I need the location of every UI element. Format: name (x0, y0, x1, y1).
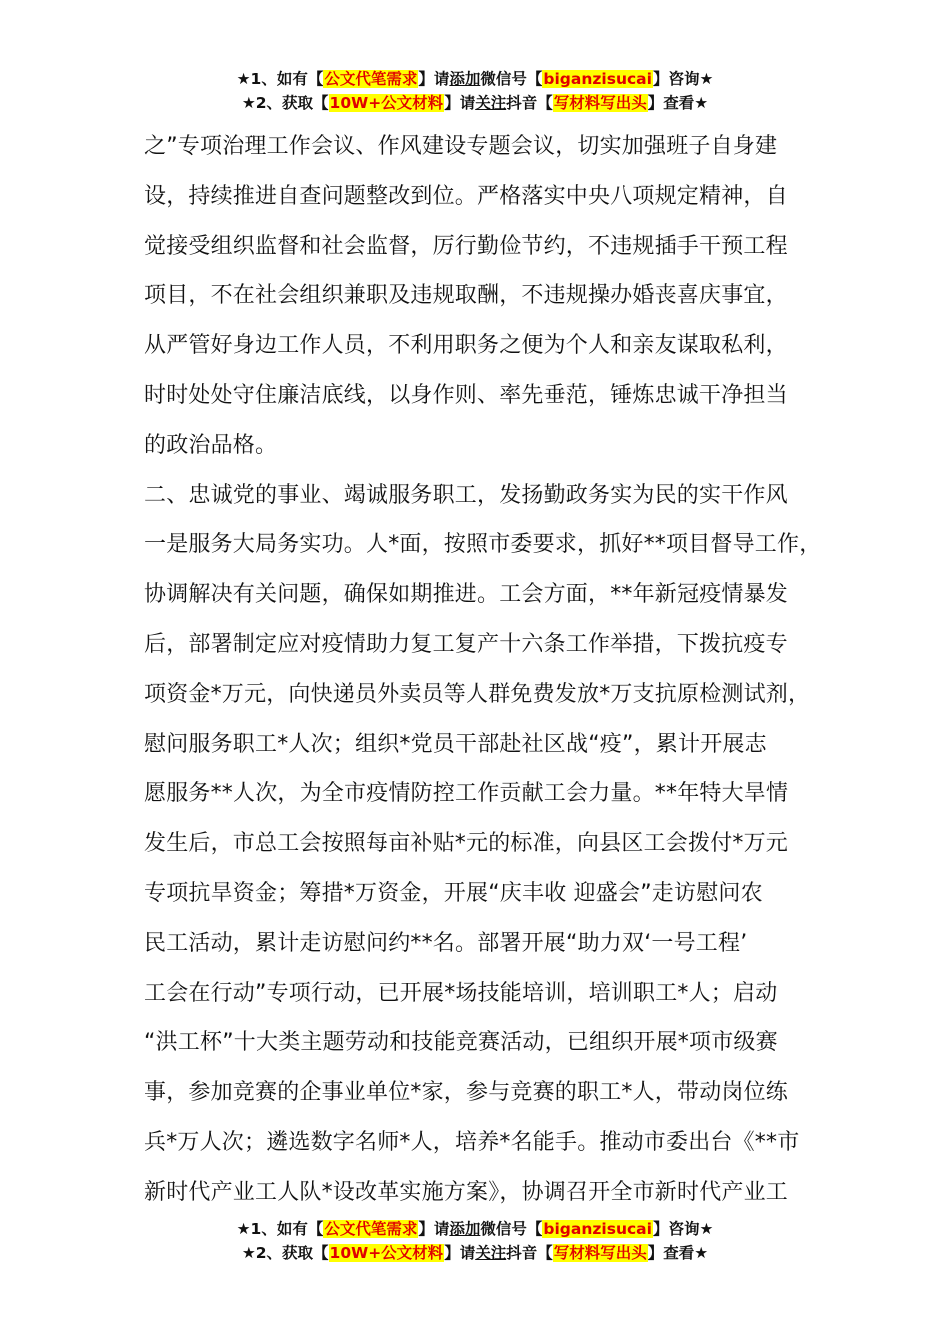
footer-banner (0, 1217, 950, 1265)
banner-text: 】咨询★ (652, 70, 714, 88)
body-line: 项目，不在社会组织兼职及违规取酬，不违规操办婚丧喜庆事宜， (144, 283, 788, 309)
body-line: 新时代产业工人队*设改革实施方案》，协调召开全市新时代产业工 (144, 1179, 789, 1205)
banner-text: 抖音【 (506, 94, 553, 112)
banner-text: 抖音【 (506, 1244, 553, 1262)
banner-text: 】请 (418, 70, 450, 88)
banner-text: 】查看★ (647, 1244, 709, 1262)
body-line: 项资金*万元，向快递员外卖员等人群免费发放*万支抗原检测试剂， (144, 681, 811, 707)
body-line: 一是服务大局务实功。人*面，按照市委要求，抓好**项目督导工作， (144, 532, 822, 558)
body-line: 设，持续推进自查问题整改到位。严格落实中央八项规定精神，自 (144, 183, 788, 209)
banner-text: ★2、获取【 (241, 94, 329, 112)
body-line: 专项抗旱资金；筹措*万资金，开展“庆丰收 迎盛会”走访慰问农 (144, 880, 763, 906)
banner-emphasis: 添加 (449, 70, 481, 88)
body-line: 之”专项治理工作会议、作风建设专题会议，切实加强班子自身建 (144, 134, 778, 159)
banner-text: ★1、如有【 (236, 1220, 324, 1238)
banner-line-1 (0, 67, 950, 91)
body-line: 慰问服务职工*人次；组织*党员干部赴社区战“疫”，累计开展志 (144, 731, 767, 757)
body-line: 从严管好身边工作人员，不利用职务之便为个人和亲友谋取私利， (144, 333, 788, 359)
body-line: 愿服务**人次，为全市疫情防控工作贡献工会力量。**年特大旱情 (144, 781, 789, 807)
banner-highlight: 10W+公文材料 (329, 94, 444, 112)
banner-text: 】请 (444, 94, 476, 112)
banner-line-2 (0, 1241, 950, 1265)
banner-emphasis: 关注 (475, 94, 507, 112)
banner-line-2 (0, 91, 950, 115)
header-banner (0, 67, 950, 115)
banner-text: ★1、如有【 (236, 70, 324, 88)
banner-highlight: 写材料写出头 (553, 94, 647, 112)
body-line: 兵*万人次；遴选数字名师*人，培养*名能手。推动市委出台《**市 (144, 1129, 800, 1155)
body-line: 工会在行动”专项行动，已开展*场技能培训，培训职工*人；启动 (144, 980, 778, 1006)
banner-highlight: biganzisucai (543, 70, 652, 88)
banner-highlight: 10W+公文材料 (329, 1244, 444, 1262)
body-line: “洪工杯”十大类主题劳动和技能竞赛活动，已组织开展*项市级赛 (144, 1030, 778, 1056)
banner-text: 】咨询★ (652, 1220, 714, 1238)
banner-emphasis: 关注 (475, 1244, 507, 1262)
body-line: 事，参加竞赛的企事业单位*家，参与竞赛的职工*人，带动岗位练 (144, 1080, 789, 1106)
body-line: 的政治品格。 (144, 432, 278, 458)
banner-line-1 (0, 1217, 950, 1241)
body-line: 时时处处守住廉洁底线，以身作则、率先垂范，锤炼忠诚干净担当 (144, 382, 788, 408)
body-line: 民工活动，累计走访慰问约**名。部署开展“助力双‘一号工程’ (144, 930, 748, 956)
banner-highlight: 公文代笔需求 (324, 70, 418, 88)
body-line: 后，部署制定应对疫情助力复工复产十六条工作举措，下拨抗疫专 (144, 631, 788, 657)
body-line: 觉接受组织监督和社会监督，厉行勤俭节约，不违规插手干预工程 (144, 233, 788, 259)
banner-text: 微信号【 (480, 70, 543, 88)
body-line: 发生后，市总工会按照每亩补贴*元的标准，向县区工会拨付*万元 (144, 831, 789, 857)
banner-text: 】请 (444, 1244, 476, 1262)
document-body (144, 122, 822, 1218)
banner-text: 微信号【 (480, 1220, 543, 1238)
banner-text: 】查看★ (647, 94, 709, 112)
banner-highlight: 写材料写出头 (553, 1244, 647, 1262)
banner-highlight: 公文代笔需求 (324, 1220, 418, 1238)
banner-text: ★2、获取【 (241, 1244, 329, 1262)
banner-highlight: biganzisucai (543, 1220, 652, 1238)
banner-text: 】请 (418, 1220, 450, 1238)
banner-emphasis: 添加 (449, 1220, 481, 1238)
body-line: 协调解决有关问题，确保如期推进。工会方面，**年新冠疫情暴发 (144, 582, 789, 608)
section-heading: 二、忠诚党的事业、竭诚服务职工，发扬勤政务实为民的实干作风 (144, 482, 788, 508)
